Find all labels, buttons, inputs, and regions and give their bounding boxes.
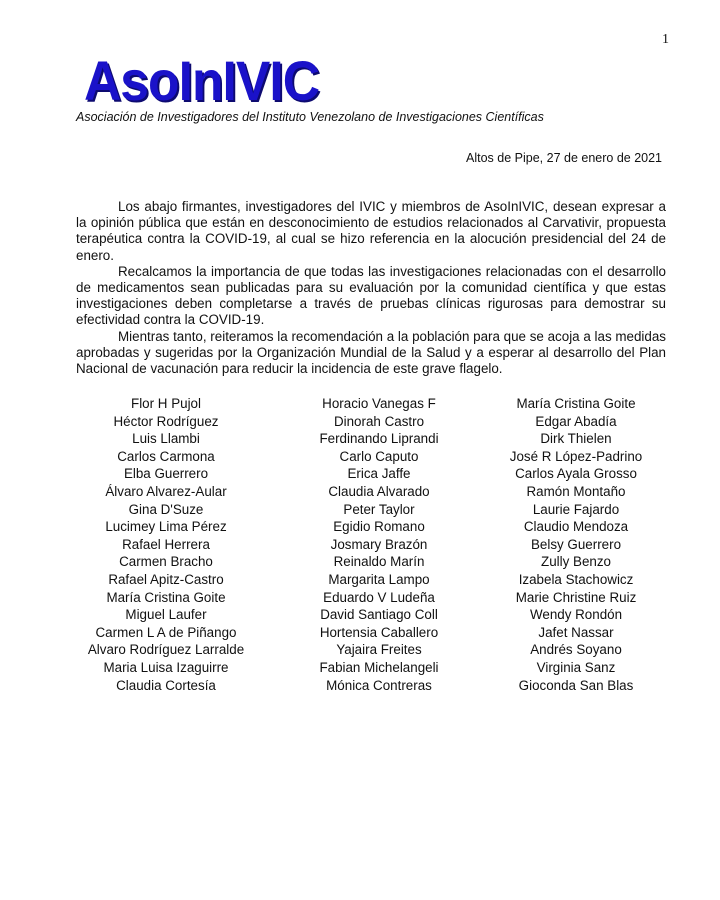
signatory-name: Reinaldo Marín [333, 554, 425, 570]
signatory-name: Peter Taylor [343, 501, 415, 517]
signatory-name: Zully Benzo [541, 554, 611, 570]
signatory-name: Ramón Montaño [526, 483, 626, 499]
signatory-name: Horacio Vanegas F [322, 396, 436, 411]
association-name: Asociación de Investigadores del Instituto Venezolano de Investigaciones Científicas [76, 110, 544, 124]
signatory-name: Gioconda San Blas [518, 677, 634, 693]
signatory-name: Dinorah Castro [333, 413, 425, 429]
paragraph-1: Los abajo firmantes, investigadores del IVIC y miembros de AsoInIVIC, desean expresar a la opinión pública que están en desconocimiento de estudios relacionados al Carvativir, propuesta terapéutica contra la COVID-19, al cual se hizo referencia en la alocución presidencial del 24 de enero. [76, 199, 666, 263]
signatory-name: Eduardo V Ludeña [323, 589, 435, 605]
signatory-name: Lucimey Lima Pérez [105, 519, 227, 535]
signatory-name: Virginia Sanz [536, 659, 616, 675]
signatory-name: Carlos Carmona [117, 448, 215, 464]
letter-body [76, 199, 666, 377]
signatory-name: Rafael Apitz-Castro [108, 571, 224, 587]
signatories-column-1 [76, 395, 256, 694]
signatory-name: Egidio Romano [333, 519, 425, 535]
signatory-name: Carmen Bracho [119, 554, 213, 570]
signatory-name: Izabela Stachowicz [518, 571, 634, 587]
paragraph-2: Recalcamos la importancia de que todas las investigaciones relacionadas con el desarrollo de medicamentos sean publicadas para su evaluación por la comunidad científica y que estas investigaciones deben completarse a través de pruebas clínicas rigurosas para demostrar su efectividad contra la COVID-19. [76, 263, 666, 328]
signatories-column-2 [294, 395, 464, 694]
signatory-name: Carlos Ayala Grosso [515, 466, 637, 482]
signatory-name: Claudia Alvarado [328, 483, 430, 499]
signatory-name: Margarita Lampo [328, 571, 430, 587]
signatory-name: David Santiago Coll [320, 607, 438, 623]
signatory-name: Rafael Herrera [122, 536, 210, 552]
signatory-name: Edgar Abadía [535, 413, 617, 429]
signatory-name: Dirk Thielen [540, 431, 612, 447]
signatory-name: Elba Guerrero [123, 466, 209, 482]
date-line: Altos de Pipe, 27 de enero de 2021 [466, 151, 662, 165]
signatory-name: José R López-Padrino [509, 448, 643, 464]
signatory-name: Erica Jaffe [347, 466, 411, 482]
signatory-name: Maria Luisa Izaguirre [103, 659, 229, 675]
signatory-name: Hortensia Caballero [319, 624, 439, 640]
signatory-name: Claudia Cortesía [116, 677, 216, 693]
signatory-name: Fabian Michelangeli [319, 659, 439, 675]
signatory-name: Mónica Contreras [326, 677, 432, 693]
signatory-name: Marie Christine Ruiz [515, 589, 637, 605]
signatory-name: Andrés Soyano [530, 642, 622, 658]
page-number: 1 [662, 32, 669, 47]
signatory-name: Carlo Caputo [339, 448, 419, 464]
signatory-name: Jafet Nassar [538, 624, 614, 640]
signatory-name: Miguel Laufer [125, 607, 207, 623]
signatory-name: Flor H Pujol [131, 396, 201, 411]
asoinivic-logo: AsoInIVIC [84, 49, 320, 112]
signatory-name: Laurie Fajardo [532, 501, 620, 517]
signatories-column-3 [486, 395, 666, 694]
signatory-name: Josmary Brazón [330, 536, 428, 552]
signatory-name: Carmen L A de Piñango [95, 624, 237, 640]
signatory-name: Luis Llambi [132, 431, 200, 447]
signatory-name: Alvaro Rodríguez Larralde [87, 642, 245, 658]
paragraph-3: Mientras tanto, reiteramos la recomendación a la población para que se acoja a las medidas aprobadas y sugeridas por la Organización Mundial de la Salud y a esperar al desarrollo del Plan Nacional de vacunación para reducir la incidencia de este grave flagelo. [76, 328, 666, 377]
signatories-list [76, 395, 666, 694]
signatory-name: Gina D'Suze [128, 501, 204, 517]
signatory-name: Álvaro Alvarez-Aular [105, 483, 227, 499]
signatory-name: Ferdinando Liprandi [319, 431, 439, 447]
signatory-name: Claudio Mendoza [523, 519, 629, 535]
signatory-name: Belsy Guerrero [530, 536, 622, 552]
signatory-name: María Cristina Goite [516, 396, 636, 411]
signatory-name: Wendy Rondón [529, 607, 623, 623]
signatory-name: Yajaira Freites [336, 642, 422, 658]
signatory-name: Héctor Rodríguez [113, 413, 219, 429]
signatory-name: María Cristina Goite [106, 589, 226, 605]
